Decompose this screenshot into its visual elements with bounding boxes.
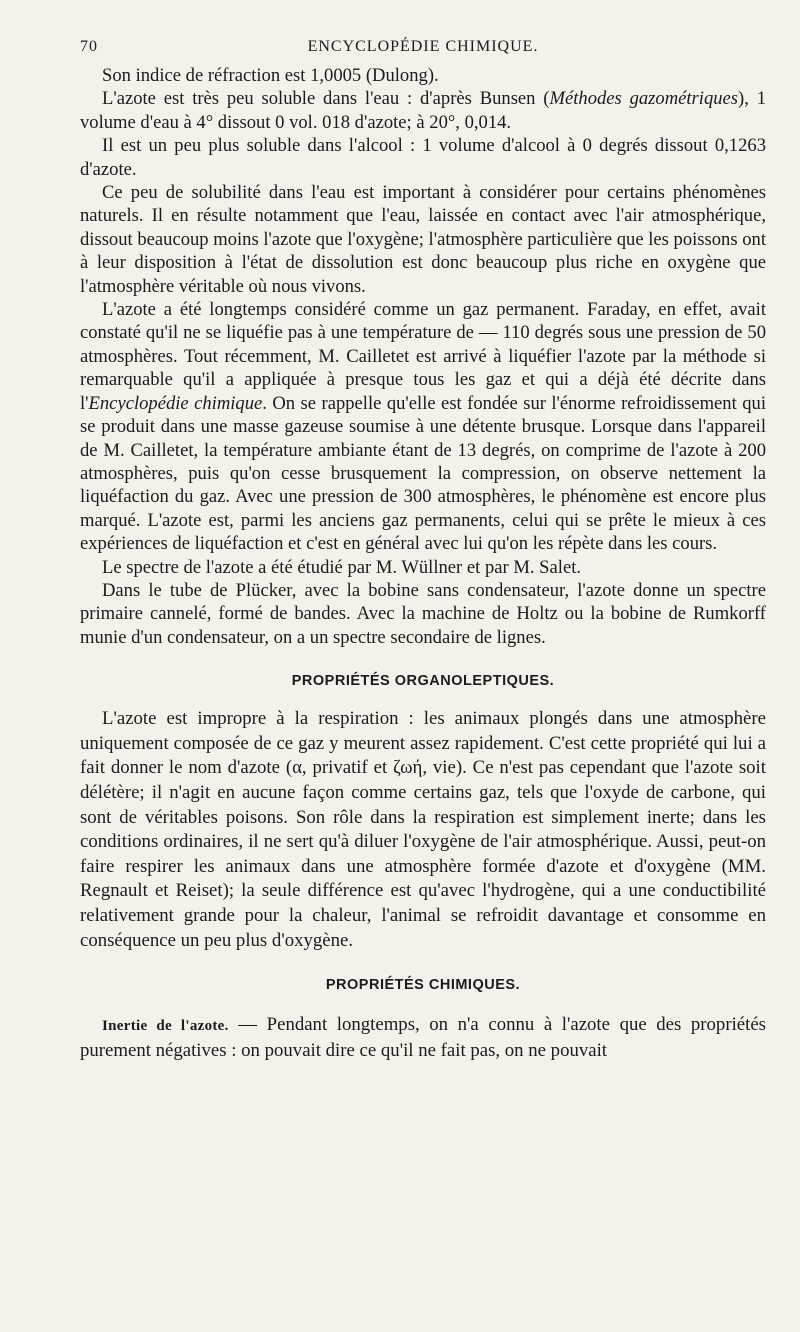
paragraph-natural-phenomena: Ce peu de solubilité dans l'eau est important à considérer pour certains phénomènes naturels. Il en résulte notamment que l'eau, laissée en contact avec l'air atmosphérique, dissout beaucoup moins l'azote que l'oxygène; l'atmosphère particulière que les poissons ont à leur disposition à l'état de dissolution est donc beaucoup plus riche en oxygène que l'atmosphère véritable où nous vivons. [80,182,766,297]
running-header [80,36,766,64]
paragraph-respiration: L'azote est impropre à la respiration : les animaux plongés dans une atmosphère uniquement composée de ce gaz y meurent assez rapidement. C'est cette propriété qui lui a fait donner le nom d'azote (α, privatif et ζωή, vie). Ce n'est pas cependant que l'azote soit délétère; il n'agit en aucune façon comme certains gaz, tels que l'oxyde de carbone, qui sont de véritables poisons. Son rôle dans la respiration est simplement inerte; dans les conditions ordinaires, il ne sert qu'à diluer l'oxygène de l'air atmosphérique. Aussi, peut-on faire respirer les animaux dans une atmosphère formée d'azote et d'oxygène (MM. Regnault et Reiset); la seule différence est qu'avec l'hydrogène, qui a une conductibilité relativement grande pour la chaleur, l'animal se refroidit davantage et consomme en conséquence un peu plus d'oxygène. [80,708,766,951]
paragraph-solubility-water: L'azote est très peu soluble dans l'eau : d'après Bunsen (Méthodes gazométriques), 1 volume d'eau à 4° dissout 0 vol. 018 d'azote; à 20°, 0,014. [80,88,766,133]
page [80,36,766,1063]
paragraph-spectrum: Le spectre de l'azote a été étudié par M. Wüllner et par M. Salet. [102,556,582,578]
citation-title: Encyclopédie chimique [88,392,263,414]
paragraph-liquefaction: L'azote a été longtemps considéré comme un gaz permanent. Faraday, en effet, avait constaté qu'il ne se liquéfie pas à une température de — 110 degrés sous une pression de 50 atmosphères. Tout récemment, M. Cailletet est arrivé à liquéfier l'azote par la méthode si remarquable qu'il a appliquée à presque tous les gaz et qui a déjà été décrite dans l'Encyclopédie chimique. On se rappelle qu'elle est fondée sur l'énorme refroidissement qui se produit dans une masse gazeuse soumise à une détente brusque. Lorsque dans l'appareil de M. Cailletet, la température ambiante étant de 13 degrés, on comprime de l'azote à 200 atmosphères, puis qu'on cesse brusquement la compression, on observe nettement la liquéfaction du gaz. Avec une pression de 300 atmosphères, le phénomène est encore plus marqué. L'azote est, parmi les anciens gaz permanents, celui qui se prête le mieux à ces expériences de liquéfaction et c'est en général avec lui qu'on les répète dans les cours. [80,299,766,555]
section-heading: PROPRIÉTÉS CHIMIQUES. [325,977,521,994]
running-title: ENCYCLOPÉDIE CHIMIQUE. [307,38,539,55]
body-text [80,64,766,1063]
citation-title: Méthodes gazométriques [549,88,739,110]
section-organoleptic [80,673,766,953]
paragraph-solubility-alcohol: Il est un peu plus soluble dans l'alcool : 1 volume d'alcool à 0 degrés dissout 0,1263 d'azote. [80,135,766,180]
run-in-heading: Inertie de l'azote. [102,1018,229,1035]
section-heading: PROPRIÉTÉS ORGANOLEPTIQUES. [291,673,555,690]
page-number: 70 [80,38,98,55]
paragraph-refraction: Son indice de réfraction est 1,0005 (Dulong). [102,65,439,86]
paragraph-plucker-tube: Dans le tube de Plücker, avec la bobine sans condensateur, l'azote donne un spectre primaire cannelé, formé de bandes. Avec la machine de Holtz ou la bobine de Rumkorff munie d'un condensateur, on a un spectre secondaire de lignes. [80,579,766,648]
section-chemical [80,977,766,1063]
paragraph-inertia: Inertie de l'azote. — Pendant longtemps, on n'a connu à l'azote que des propriétés purement négatives : on pouvait dire ce qu'il ne fait pas, on ne pouvait [80,1014,766,1061]
